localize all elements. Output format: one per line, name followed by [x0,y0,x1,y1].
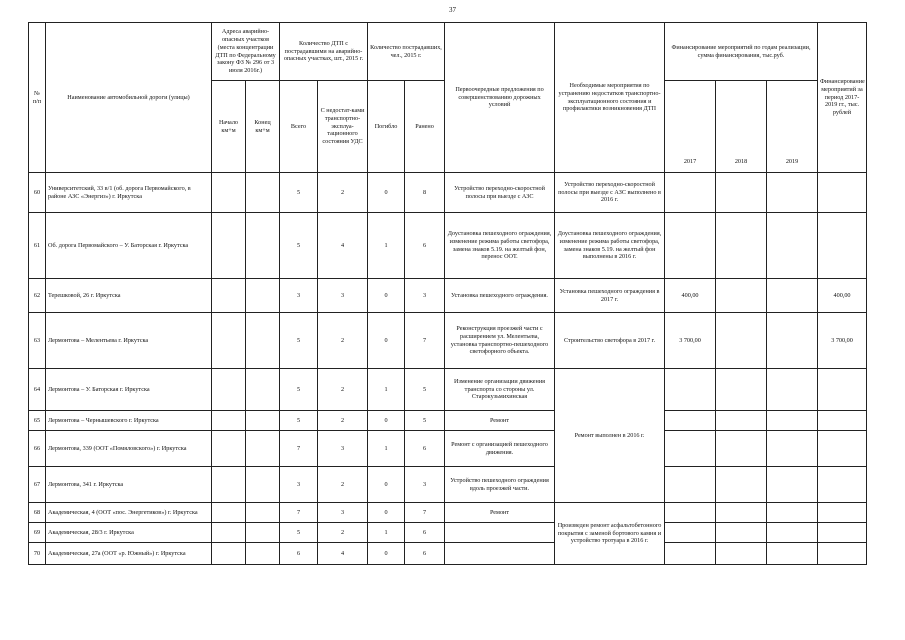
row-f2018 [716,467,767,503]
header-2018: 2018 [716,81,767,173]
row-f2019 [767,543,818,565]
row-road: Терешковой, 26 г. Иркутска [46,279,212,313]
table-row [29,431,867,467]
row-road: Лермонтова – Мелентьева г. Иркутска [46,313,212,369]
row-road: Лермонтова – У. Баторская г. Иркутска [46,369,212,411]
table-row [29,467,867,503]
row-road: Об. дорога Первомайского – У. Баторская г. Иркутска [46,213,212,279]
row-f2019 [767,411,818,431]
table-row [29,523,867,543]
row-end [246,543,280,565]
row-ftotal [818,431,867,467]
row-total: 5 [280,523,318,543]
row-f2017 [665,213,716,279]
row-defects: 3 [318,279,368,313]
row-measure: Строительство светофора в 2017 г. [555,313,665,369]
row-road: Лермонтова, 341 г. Иркутска [46,467,212,503]
page-number: 37 [449,6,456,14]
row-road: Академическая, 4 (ООТ «пос. Энергетиков») г. Иркутска [46,503,212,523]
row-injured: 3 [405,279,445,313]
row-killed: 0 [368,503,405,523]
row-total: 5 [280,369,318,411]
row-total: 7 [280,503,318,523]
row-priority: Устройство пешеходного ограждения вдоль проезжей части. [445,467,555,503]
row-f2018 [716,431,767,467]
row-end [246,431,280,467]
row-killed: 1 [368,523,405,543]
row-num: 65 [29,411,46,431]
row-injured: 8 [405,173,445,213]
accident-sites-table [28,22,867,565]
row-num: 66 [29,431,46,467]
row-f2019 [767,431,818,467]
row-priority [445,543,555,565]
header-road: Наименование автомобильной дороги (улицы) [46,23,212,173]
row-start [212,431,246,467]
table-row [29,313,867,369]
row-road: Университетский, 33 в/1 (об. дорога Первомайского, в районе АЗС «Энергиз») г. Иркутска [46,173,212,213]
row-defects: 3 [318,431,368,467]
row-measure: Доустановка пешеходного ограждения, изменение режима работы светофора, замена знаков 5.19. на желтый фон выполнены в 2016 г. [555,213,665,279]
row-injured: 5 [405,411,445,431]
table-row [29,543,867,565]
row-end [246,213,280,279]
row-start [212,523,246,543]
row-road: Академическая, 27а (ООТ «р. Южный») г. Иркутска [46,543,212,565]
row-f2018 [716,213,767,279]
row-ftotal [818,503,867,523]
row-defects: 4 [318,543,368,565]
table-row [29,173,867,213]
row-start [212,543,246,565]
row-defects: 2 [318,467,368,503]
row-ftotal: 400,00 [818,279,867,313]
header-start: Начало км+м [212,81,246,173]
row-injured: 3 [405,467,445,503]
row-f2018 [716,279,767,313]
row-priority: Ремонт [445,503,555,523]
row-ftotal [818,369,867,411]
row-ftotal: 3 700,00 [818,313,867,369]
header-priority: Первоочередные предложения по совершенствованию дорожных условий [445,23,555,173]
row-f2019 [767,369,818,411]
row-injured: 7 [405,503,445,523]
table-row [29,411,867,431]
row-priority: Реконструкция проезжей части с расширением ул. Мелентьева, установка транспортно-пешеходного светофорного объекта. [445,313,555,369]
row-road: Лермонтова, 339 (ООТ «Помяловского») г. Иркутска [46,431,212,467]
row-defects: 2 [318,411,368,431]
row-priority: Ремонт с организацией пешеходного движения. [445,431,555,467]
row-start [212,279,246,313]
row-road: Лермонтова – Чернышевского г. Иркутска [46,411,212,431]
row-ftotal [818,543,867,565]
row-priority [445,523,555,543]
row-start [212,467,246,503]
row-f2019 [767,503,818,523]
row-num: 70 [29,543,46,565]
row-killed: 1 [368,369,405,411]
row-f2019 [767,523,818,543]
row-num: 69 [29,523,46,543]
row-num: 60 [29,173,46,213]
header-measures: Необходимые мероприятия по устранению недостатков транспортно-эксплуатационного состояния и профилактики возникновения ДТП [555,23,665,173]
row-injured: 6 [405,543,445,565]
table-row [29,369,867,411]
row-f2017: 400,00 [665,279,716,313]
row-f2017 [665,523,716,543]
row-f2017 [665,369,716,411]
row-start [212,173,246,213]
row-f2018 [716,503,767,523]
row-end [246,467,280,503]
row-end [246,313,280,369]
row-ftotal [818,213,867,279]
row-killed: 1 [368,431,405,467]
row-end [246,523,280,543]
row-measure-merged: Ремонт выполнен в 2016 г. [555,369,665,503]
row-total: 3 [280,279,318,313]
header-financing-total: Финансирование мероприятий за период 2017-2019 гг., тыс. рублей [818,23,867,173]
header-killed: Погибло [368,81,405,173]
row-num: 61 [29,213,46,279]
row-f2019 [767,313,818,369]
row-injured: 6 [405,431,445,467]
table-row [29,279,867,313]
row-end [246,503,280,523]
row-total: 3 [280,467,318,503]
row-start [212,213,246,279]
row-f2018 [716,523,767,543]
row-start [212,369,246,411]
row-injured: 7 [405,313,445,369]
row-measure-merged: Произведен ремонт асфальтобетонного покрытия с заменой бортового камня и устройство тротуара в 2016 г. [555,503,665,565]
row-ftotal [818,523,867,543]
row-f2018 [716,313,767,369]
header-dtp-defects: С недостат-ками транспортно-эксплуа-тационного состояния УДС [318,81,368,173]
row-defects: 3 [318,503,368,523]
header-2019: 2019 [767,81,818,173]
row-end [246,173,280,213]
table-row [29,503,867,523]
row-priority: Доустановка пешеходного ограждения, изменение режима работы светофора, замена знаков 5.19. на желтый фон, перенос ООТ. [445,213,555,279]
row-num: 64 [29,369,46,411]
row-f2017 [665,173,716,213]
row-killed: 0 [368,543,405,565]
row-defects: 2 [318,369,368,411]
row-defects: 2 [318,523,368,543]
header-injured: Ранено [405,81,445,173]
row-total: 6 [280,543,318,565]
row-f2017 [665,431,716,467]
row-priority: Установка пешеходного ограждения. [445,279,555,313]
row-f2019 [767,173,818,213]
row-end [246,279,280,313]
row-f2019 [767,213,818,279]
row-road: Академическая, 28/3 г. Иркутска [46,523,212,543]
row-total: 5 [280,313,318,369]
row-priority: Изменение организации движения транспорта со стороны ул. Старокузьмихинская [445,369,555,411]
row-ftotal [818,467,867,503]
row-priority: Устройство переходно-скоростной полосы при выезде с АЗС [445,173,555,213]
row-start [212,313,246,369]
row-injured: 5 [405,369,445,411]
row-f2018 [716,173,767,213]
header-dtp-count: Количество ДТП с пострадавшими на аварийно-опасных участках, шт., 2015 г. [280,23,368,81]
row-killed: 0 [368,313,405,369]
row-ftotal [818,173,867,213]
row-f2018 [716,543,767,565]
row-f2017 [665,543,716,565]
row-f2019 [767,279,818,313]
header-2017: 2017 [665,81,716,173]
row-defects: 2 [318,173,368,213]
row-killed: 1 [368,213,405,279]
row-measure: Установка пешеходного ограждения в 2017 г. [555,279,665,313]
row-total: 7 [280,431,318,467]
row-start [212,411,246,431]
row-killed: 0 [368,467,405,503]
row-injured: 6 [405,213,445,279]
header-num: № п/п [29,23,46,173]
row-num: 67 [29,467,46,503]
row-total: 5 [280,213,318,279]
header-address: Адреса аварийно-опасных участков (места концентрации ДТП по Федеральному закону ФЗ № 296 от 3 июля 2016г.) [212,23,280,81]
header-end: Конец км+м [246,81,280,173]
row-f2017 [665,411,716,431]
row-f2017 [665,503,716,523]
row-num: 63 [29,313,46,369]
row-defects: 4 [318,213,368,279]
row-killed: 0 [368,173,405,213]
table-row [29,213,867,279]
row-start [212,503,246,523]
row-end [246,411,280,431]
row-killed: 0 [368,279,405,313]
row-total: 5 [280,411,318,431]
row-ftotal [818,411,867,431]
row-f2018 [716,411,767,431]
row-priority: Ремонт [445,411,555,431]
row-total: 5 [280,173,318,213]
row-measure: Устройство переходно-скоростной полосы при выезде с АЗС выполнено в 2016 г. [555,173,665,213]
row-end [246,369,280,411]
header-dtp-total: Всего [280,81,318,173]
row-injured: 6 [405,523,445,543]
row-f2017 [665,467,716,503]
row-f2018 [716,369,767,411]
row-f2019 [767,467,818,503]
row-num: 68 [29,503,46,523]
row-f2017: 3 700,00 [665,313,716,369]
row-killed: 0 [368,411,405,431]
row-num: 62 [29,279,46,313]
header-row-top [29,23,867,81]
header-financing: Финансирование мероприятий по годам реализации, сумма финансирования, тыс.руб. [665,23,818,81]
header-victims: Количество пострадавших, чел., 2015 г. [368,23,445,81]
row-defects: 2 [318,313,368,369]
